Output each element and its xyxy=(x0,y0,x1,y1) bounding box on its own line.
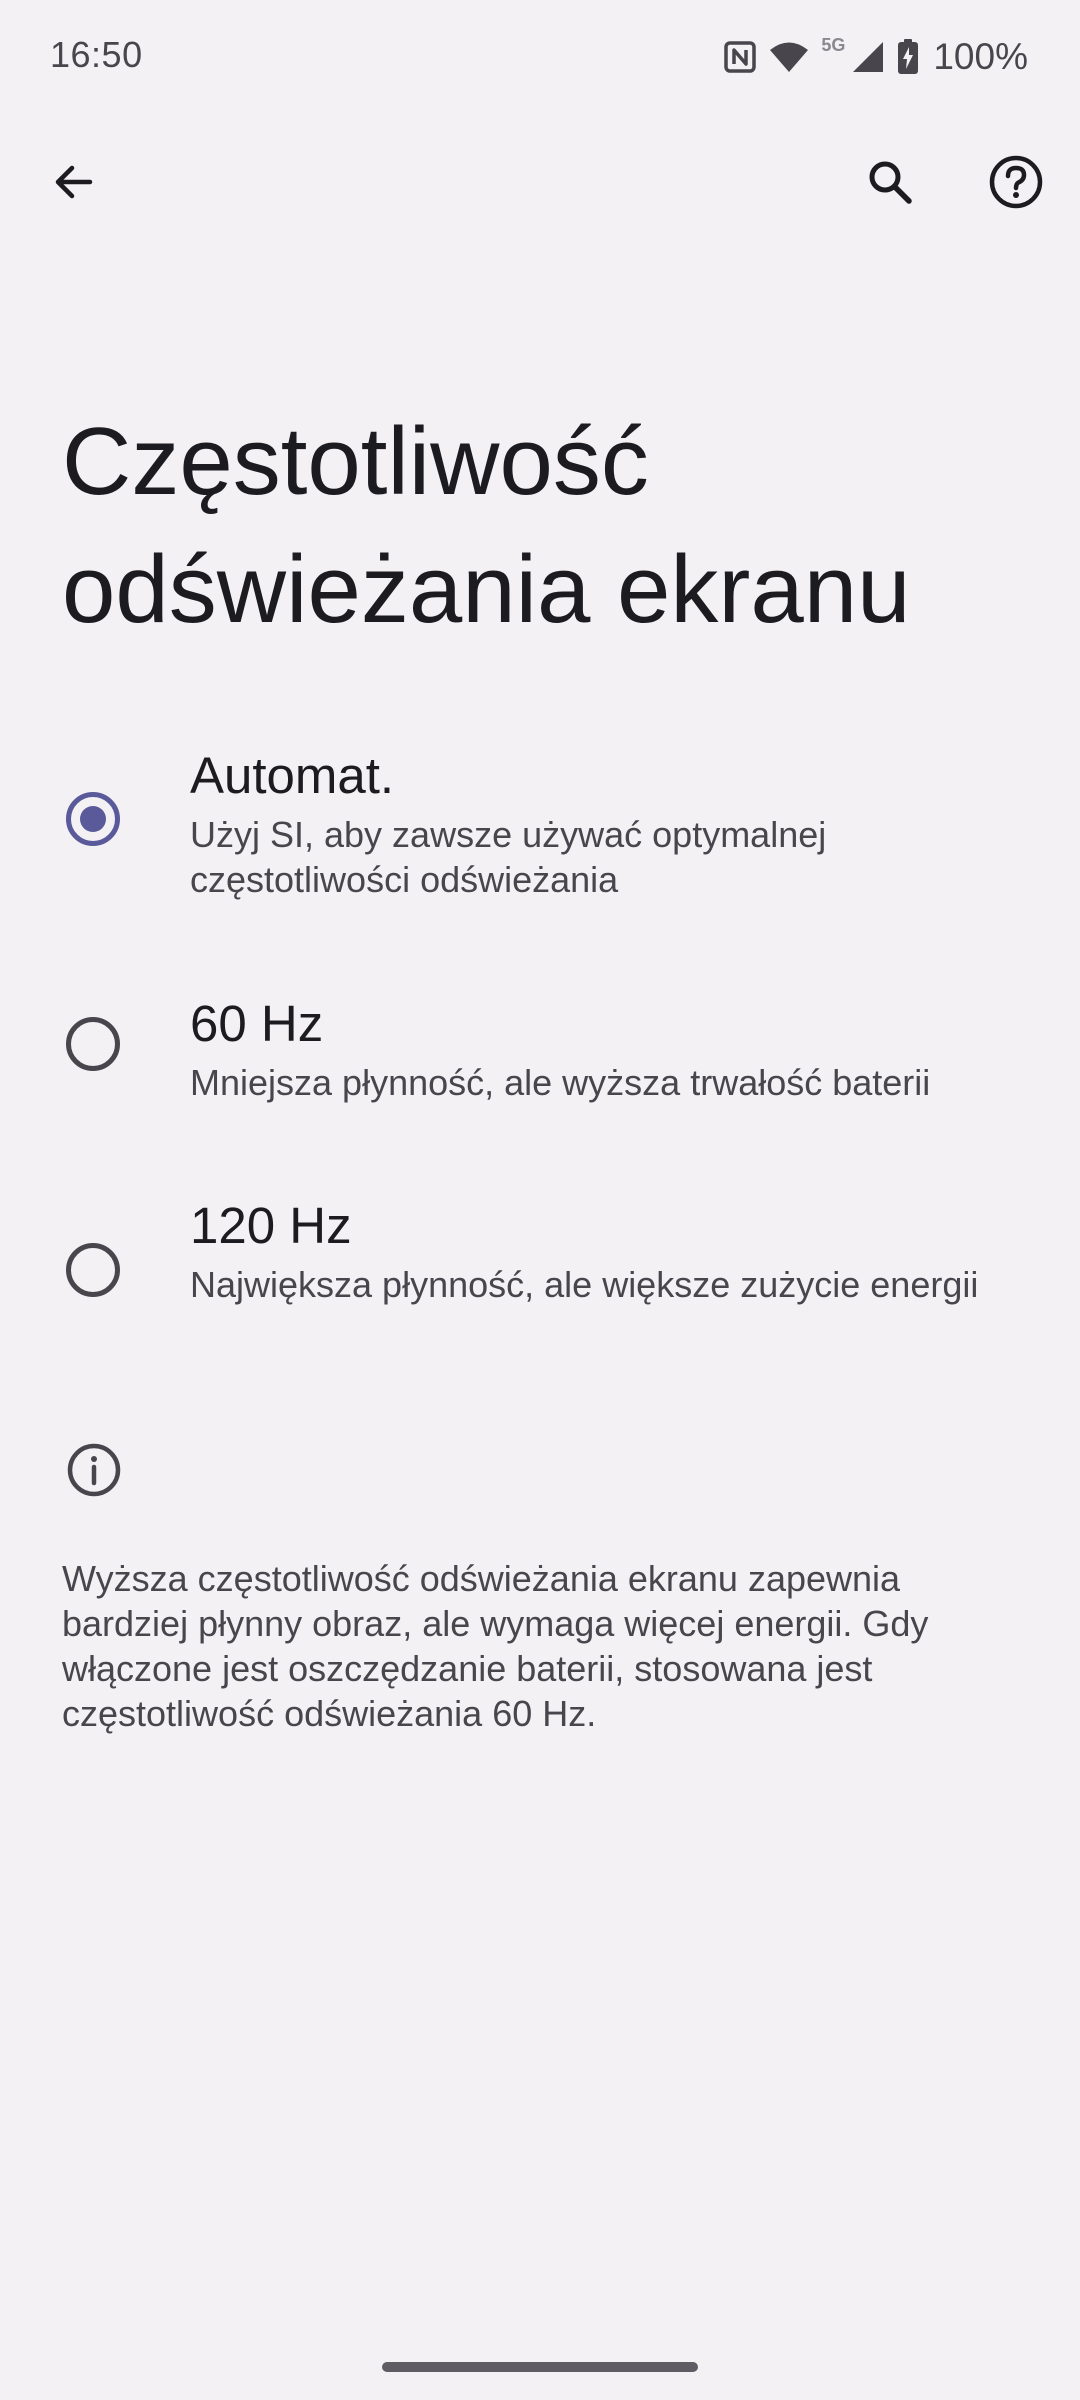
network-type-label: 5G xyxy=(821,34,846,55)
footer-description: Wyższa częstotliwość odświeżania ekranu zapewnia bardziej płynny obraz, ale wymaga więcej energii. Gdy włączone jest oszczędzanie baterii, stosowana jest częstotliwość odświeżania 60 Hz. xyxy=(62,1558,929,1734)
wifi-icon xyxy=(769,41,809,73)
arrow-back-icon xyxy=(50,158,98,211)
option-title: Automat. xyxy=(190,747,395,804)
page-title: Częstotliwość odświeżania ekranu xyxy=(62,408,911,643)
help-icon xyxy=(988,154,1044,215)
option-description: Użyj SI, aby zawsze używać optymalnej częstotliwości odświeżania xyxy=(190,814,827,900)
cell-signal-icon xyxy=(851,40,885,74)
status-icons xyxy=(723,34,1028,80)
option-auto[interactable] xyxy=(0,740,1080,912)
search-button[interactable] xyxy=(842,136,938,232)
back-button[interactable] xyxy=(26,136,122,232)
nfc-icon xyxy=(723,40,757,74)
option-description: Mniejsza płynność, ale wyższa trwałość baterii xyxy=(190,1062,931,1103)
battery-percentage: 100% xyxy=(933,36,1028,77)
radio-120hz[interactable] xyxy=(66,1243,120,1297)
info-icon xyxy=(66,1442,122,1503)
option-60hz[interactable] xyxy=(0,990,1080,1120)
status-time: 16:50 xyxy=(50,34,143,75)
status-bar xyxy=(0,0,1080,114)
radio-auto[interactable] xyxy=(66,792,120,846)
search-icon xyxy=(864,156,916,213)
app-bar xyxy=(0,128,1080,242)
option-description: Największa płynność, ale większe zużycie energii xyxy=(190,1264,979,1305)
option-title: 60 Hz xyxy=(190,995,324,1052)
radio-60hz[interactable] xyxy=(66,1017,120,1071)
battery-charging-icon xyxy=(897,39,919,75)
option-title: 120 Hz xyxy=(190,1197,352,1254)
help-button[interactable] xyxy=(968,136,1064,232)
option-120hz[interactable] xyxy=(0,1192,1080,1364)
home-indicator[interactable] xyxy=(382,2362,698,2372)
